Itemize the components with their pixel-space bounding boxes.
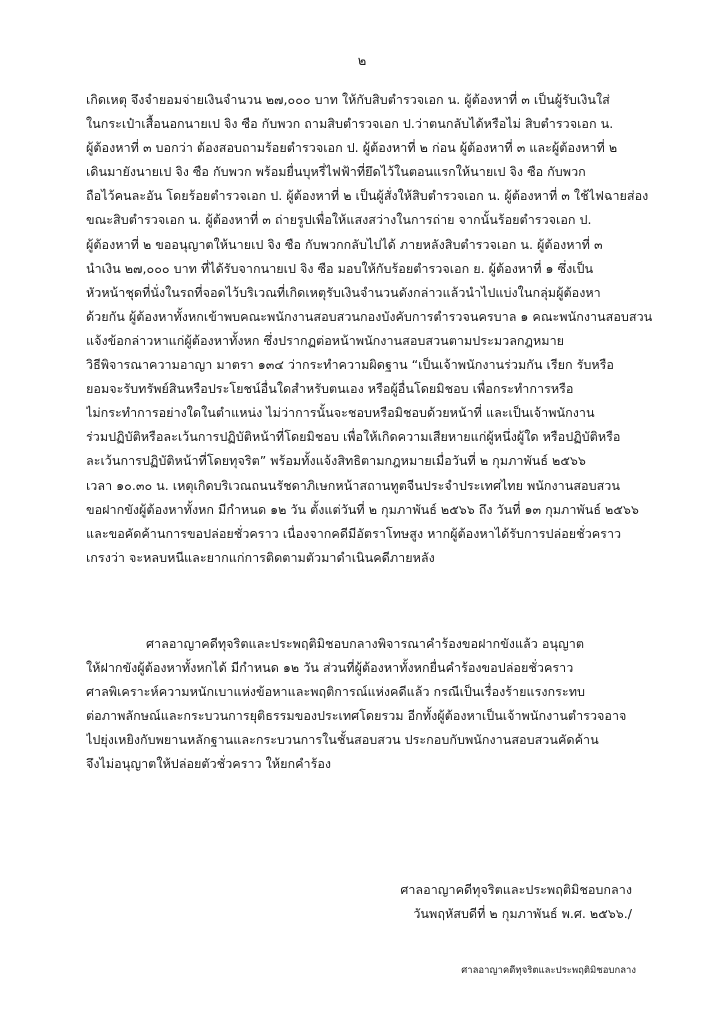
text-line: แจ้งข้อกล่าวหาแก่ผู้ต้องหาทั้งหก ซึ่งปรากฏต่อหน้าพนักงานสอบสวนตามประมวลกฎหมาย <box>86 332 565 348</box>
text-line: เกรงว่า จะหลบหนีและยากแก่การติดตามตัวมาดำเนินคดีภายหลัง <box>86 549 435 565</box>
text-line: ผู้ต้องหาที่ ๒ ขออนุญาตให้นายเป จิง ซือ กับพวกกลับไปได้ ภายหลังสิบตำรวจเอก น. ผู้ต้องหาที่ ๓ <box>86 236 603 252</box>
page-footer: ศาลอาญาคดีทุจริตและประพฤติมิชอบกลาง <box>461 965 636 976</box>
text-line: ขอฝากขังผู้ต้องหาทั้งหก มีกำหนด ๑๒ วัน ตั้งแต่วันที่ ๒ กุมภาพันธ์ ๒๕๖๖ ถึง วันที่ ๑๓ กุมภาพันธ์ ๒๕๖๖ <box>86 501 639 517</box>
text-line: หัวหน้าชุดที่นั่งในรถที่จอดไว้บริเวณที่เกิดเหตุรับเงินจำนวนดังกล่าวแล้วนำไปแบ่งในกลุ่มผู้ต้องหา <box>86 284 601 300</box>
text-line: ร่วมปฏิบัติหรือละเว้นการปฏิบัติหน้าที่โดยมิชอบ เพื่อให้เกิดความเสียหายแก่ผู้หนึ่งผู้ใด หรือปฏิบัติหรือ <box>86 429 621 445</box>
text-line: เดินมายังนายเป จิง ซือ กับพวก พร้อมยื่นบุหรี่ไฟฟ้าที่ยึดไว้ในตอนแรกให้นายเป จิง ซือ กับพวก <box>86 164 586 180</box>
text-line: นำเงิน ๒๗,๐๐๐ บาท ที่ได้รับจากนายเป จิง ซือ มอบให้กับร้อยตำรวจเอก ย. ผู้ต้องหาที่ ๑ ซึ่งเป็น <box>86 260 594 276</box>
text-line: ศาลอาญาคดีทุจริตและประพฤติมิชอบกลางพิจารณาคำร้องขอฝากขังแล้ว อนุญาต <box>86 636 585 651</box>
page-number: ๒ <box>357 54 367 69</box>
text-line: ถือไว้คนละอัน โดยร้อยตำรวจเอก ป. ผู้ต้องหาที่ ๒ เป็นผู้สั่งให้สิบตำรวจเอก น. ผู้ต้องหาที่ ๓ ใช้ไฟฉายส่อง <box>86 188 649 204</box>
text-line: ผู้ต้องหาที่ ๓ บอกว่า ต้องสอบถามร้อยตำรวจเอก ป. ผู้ต้องหาที่ ๒ ก่อน ผู้ต้องหาที่ ๓ และผู้ต้องหาที่ ๒ <box>86 140 618 156</box>
text-line: เกิดเหตุ จึงจำยอมจ่ายเงินจำนวน ๒๗,๐๐๐ บาท ให้กับสิบตำรวจเอก น. ผู้ต้องหาที่ ๓ เป็นผู้รับเงินใส่ <box>86 92 610 107</box>
text-line: วิธีพิจารณาความอาญา มาตรา ๑๓๔ ว่ากระทำความผิดฐาน “เป็นเจ้าพนักงานร่วมกัน เรียก รับหรือ <box>86 357 614 373</box>
paragraph-facts <box>86 88 652 570</box>
text-line: ยอมจะรับทรัพย์สินหรือประโยชน์อื่นใดสำหรับตนเอง หรือผู้อื่นโดยมิชอบ เพื่อกระทำการหรือ <box>86 381 574 397</box>
text-line: และขอคัดค้านการขอปล่อยชั่วคราว เนื่องจากคดีมีอัตราโทษสูง หากผู้ต้องหาได้รับการปล่อยชั่วคราว <box>86 525 622 541</box>
paragraph-court-order <box>86 632 652 777</box>
text-line: ด้วยกัน ผู้ต้องหาทั้งหกเข้าพบคณะพนักงานสอบสวนกองบังคับการตำรวจนครบาล ๑ คณะพนักงานสอบสวน <box>86 308 652 324</box>
text-line: ไปยุ่งเหยิงกับพยานหลักฐานและกระบวนการในชั้นสอบสวน ประกอบกับพนักงานสอบสวนคัดค้าน <box>86 732 599 748</box>
text-line: ไม่กระทำการอย่างใดในตำแหน่ง ไม่ว่าการนั้นจะชอบหรือมิชอบด้วยหน้าที่ และเป็นเจ้าพนักงาน <box>86 405 595 421</box>
signature-date: วันพฤหัสบดีที่ ๒ กุมภาพันธ์ พ.ศ. ๒๕๖๖./ <box>413 906 632 921</box>
signature-block <box>0 878 632 926</box>
text-line: ละเว้นการปฏิบัติหน้าที่โดยทุจริต” พร้อมทั้งแจ้งสิทธิตามกฎหมายเมื่อวันที่ ๒ กุมภาพันธ์ ๒๕๖๖ <box>86 453 586 469</box>
text-line: ต่อภาพลักษณ์และกระบวนการยุติธรรมของประเทศโดยรวม อีกทั้งผู้ต้องหาเป็นเจ้าพนักงานตำรวจอาจ <box>86 708 627 724</box>
text-line: ในกระเป๋าเสื้อนอกนายเป จิง ซือ กับพวก ถามสิบตำรวจเอก ป.ว่าตนกลับได้หรือไม่ สิบตำรวจเอก น. <box>86 116 614 132</box>
text-line: จึงไม่อนุญาตให้ปล่อยตัวชั่วคราว ให้ยกคำร้อง <box>86 756 332 772</box>
text-line: ขณะสิบตำรวจเอก น. ผู้ต้องหาที่ ๓ ถ่ายรูปเพื่อให้แสงสว่างในการถ่าย จากนั้นร้อยตำรวจเอก ป. <box>86 212 592 228</box>
text-line: ให้ฝากขังผู้ต้องหาทั้งหกได้ มีกำหนด ๑๒ วัน ส่วนที่ผู้ต้องหาทั้งหกยื่นคำร้องขอปล่อยชั่วคราว <box>86 660 574 676</box>
text-line: ศาลพิเคราะห์ความหนักเบาแห่งข้อหาและพฤติการณ์แห่งคดีแล้ว กรณีเป็นเรื่องร้ายแรงกระทบ <box>86 684 585 700</box>
text-line: เวลา ๑๐.๓๐ น. เหตุเกิดบริเวณถนนรัชดาภิเษกหน้าสถานทูตจีนประจำประเทศไทย พนักงานสอบสวน <box>86 477 620 493</box>
signature-court-name: ศาลอาญาคดีทุจริตและประพฤติมิชอบกลาง <box>400 882 632 897</box>
